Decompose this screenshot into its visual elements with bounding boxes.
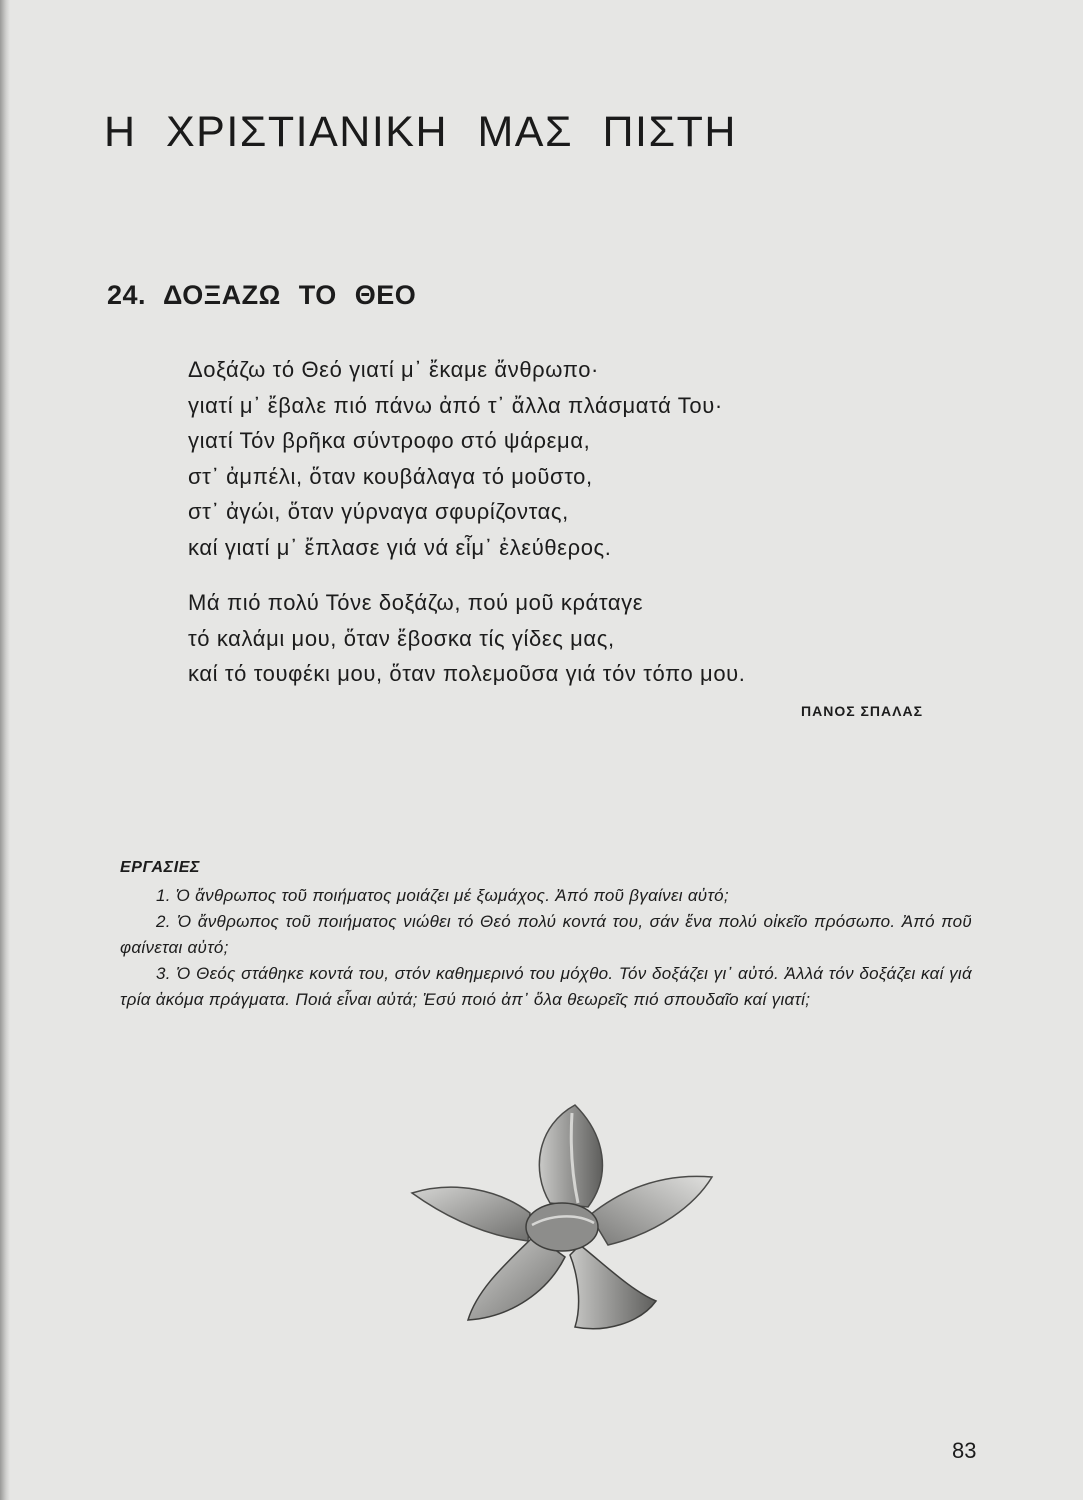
- page-number: 83: [952, 1438, 977, 1463]
- poem-body: [188, 352, 968, 692]
- poem-stanza: [188, 585, 968, 692]
- exercises-heading: ΕΡΓΑΣΙΕΣ: [120, 859, 201, 876]
- poem-verse: Δοξάζω τό Θεό γιατί μ᾽ ἔκαμε ἄνθρωπο·: [188, 357, 599, 382]
- poem-verse: καί τό τουφέκι μου, ὅταν πολεμοῦσα γιά τόν τόπο μου.: [188, 661, 746, 686]
- poem-verse: γιατί μ᾽ ἔβαλε πιό πάνω ἀπό τ᾽ ἄλλα πλάσματά Του·: [188, 392, 723, 418]
- flower-illustration: [400, 1095, 730, 1335]
- poem-verse: Μά πιό πολύ Τόνε δοξάζω, πού μοῦ κράταγε: [188, 590, 644, 615]
- exercise-item: 1. Ὁ ἄνθρωπος τοῦ ποιήματος μοιάζει μέ ξωμάχος. Ἀπό ποῦ βγαίνει αὐτό;: [156, 886, 729, 905]
- poem-verse: στ᾽ ἀμπέλι, ὅταν κουβάλαγα τό μοῦστο,: [188, 463, 593, 489]
- poem-stanza: [188, 352, 968, 565]
- poem-verse: γιατί Τόν βρῆκα σύντροφο στό ψάρεμα,: [188, 428, 591, 453]
- poem-author: ΠΑΝΟΣ ΣΠΑΛΑΣ: [801, 703, 923, 719]
- poem-title: 24. ΔΟΞΑΖΩ ΤΟ ΘΕΟ: [107, 280, 417, 310]
- exercises-section: [120, 855, 972, 1013]
- flower-icon: [400, 1095, 730, 1335]
- exercise-item: 3. Ὁ Θεός στάθηκε κοντά του, στόν καθημερινό του μόχθο. Τόν δοξάζει γι᾽ αὐτό. Ἀλλά τόν δοξάζει καί γιά τρία ἀκόμα πράγματα. Ποιά εἶναι αὐτά; Ἐσύ ποιό ἀπ᾽ ὅλα θεωρεῖς πιό σπουδαῖο καί γιατί;: [120, 964, 972, 1009]
- exercise-item: 2. Ὁ ἄνθρωπος τοῦ ποιήματος νιώθει τό Θεό πολύ κοντά του, σάν ἕνα πολύ οἰκεῖο πρόσωπο. Ἀπό ποῦ φαίνεται αὐτό;: [120, 912, 972, 957]
- poem-verse: καί γιατί μ᾽ ἔπλασε γιά νά εἶμ᾽ ἐλεύθερος.: [188, 534, 612, 560]
- poem-verse: τό καλάμι μου, ὅταν ἔβοσκα τίς γίδες μας,: [188, 625, 615, 651]
- poem-verse: στ᾽ ἀγώι, ὅταν γύρναγα σφυρίζοντας,: [188, 499, 569, 524]
- page-binding-edge: [0, 0, 10, 1500]
- section-title: Η ΧΡΙΣΤΙΑΝΙΚΗ ΜΑΣ ΠΙΣΤΗ: [104, 108, 737, 156]
